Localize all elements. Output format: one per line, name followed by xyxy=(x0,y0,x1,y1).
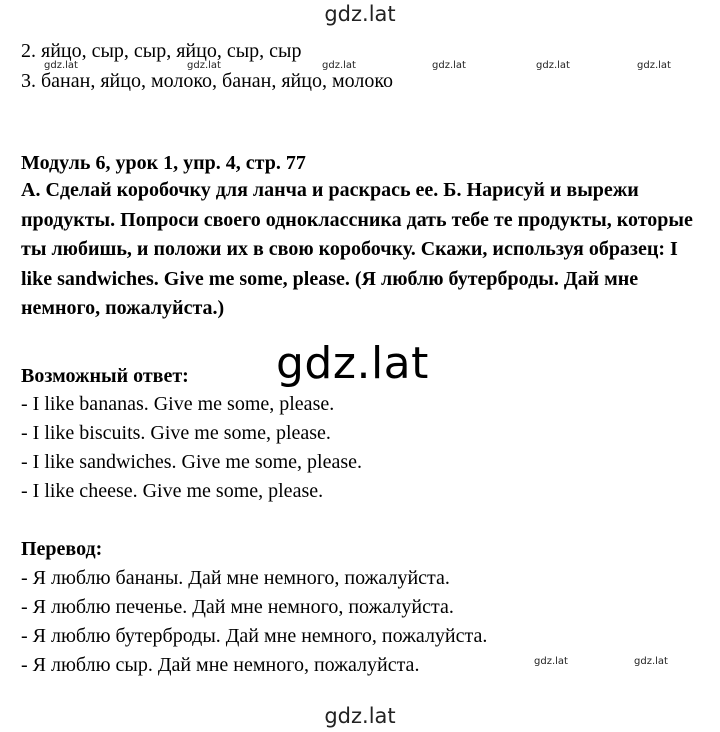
translation-item: - Я люблю сыр. Дай мне немного, пожалуйста. xyxy=(21,654,420,676)
answer-item: - I like biscuits. Give me some, please. xyxy=(21,422,331,444)
watermark-small: gdz.lat xyxy=(322,60,356,71)
watermark-small: gdz.lat xyxy=(187,60,221,71)
answer-line-3: 3. банан, яйцо, молоко, банан, яйцо, молоко xyxy=(21,70,394,92)
task-text: А. Сделай коробочку для ланча и раскрась ее. Б. Нарисуй и вырежи продукты. Попроси своего одноклассника дать тебе те продукты, которые ты любишь, и положи их в свою коробочку. Скажи, используя образец: I like sandwiches. Give me some, please. (Я люблю бутерброды. Дай мне немного, пожалуйста.) xyxy=(21,179,693,319)
watermark-small: gdz.lat xyxy=(534,656,568,667)
watermark-small: gdz.lat xyxy=(634,656,668,667)
watermark-top: gdz.lat xyxy=(324,2,396,26)
translation-item: - Я люблю бананы. Дай мне немного, пожалуйста. xyxy=(21,567,450,589)
exercise-heading: Модуль 6, урок 1, упр. 4, стр. 77 xyxy=(21,152,306,174)
answer-item: - I like bananas. Give me some, please. xyxy=(21,393,335,415)
answer-item: - I like cheese. Give me some, please. xyxy=(21,480,324,502)
watermark-small: gdz.lat xyxy=(637,60,671,71)
watermark-small: gdz.lat xyxy=(432,60,466,71)
answer-label: Возможный ответ: xyxy=(21,365,189,387)
answer-item: - I like sandwiches. Give me some, please. xyxy=(21,451,363,473)
watermark-bottom: gdz.lat xyxy=(324,704,396,728)
translation-label: Перевод: xyxy=(21,538,103,560)
watermark-small: gdz.lat xyxy=(536,60,570,71)
answer-line-2: 2. яйцо, сыр, сыр, яйцо, сыр, сыр xyxy=(21,40,302,62)
translation-item: - Я люблю печенье. Дай мне немного, пожалуйста. xyxy=(21,596,454,618)
translation-item: - Я люблю бутерброды. Дай мне немного, пожалуйста. xyxy=(21,625,488,647)
watermark-large: gdz.lat xyxy=(276,338,429,389)
watermark-small: gdz.lat xyxy=(44,60,78,71)
